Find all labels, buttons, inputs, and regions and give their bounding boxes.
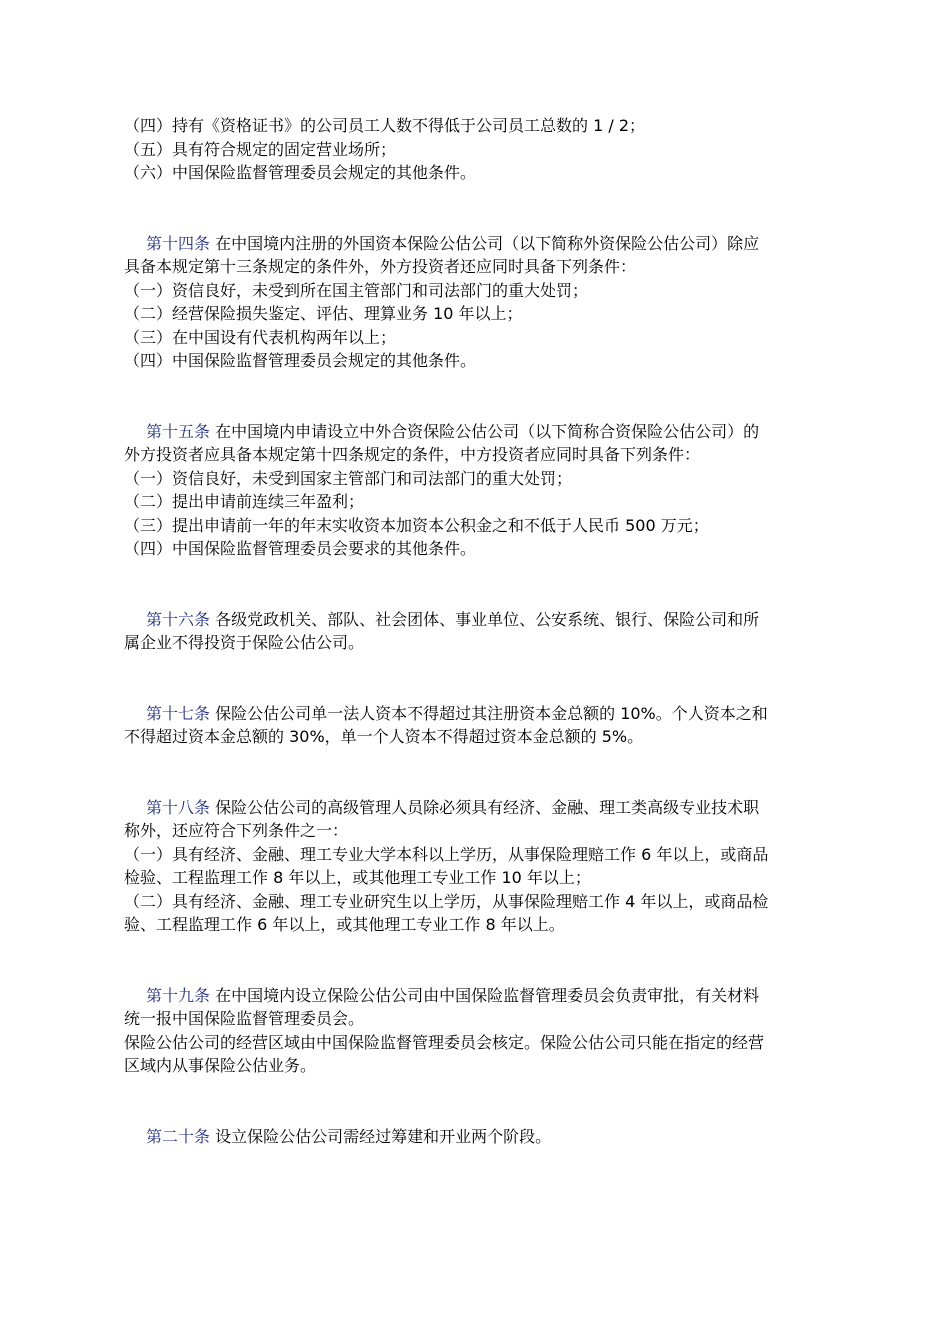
article-line: （四）中国保险监督管理委员会规定的其他条件。 (124, 351, 477, 370)
intro-items (124, 114, 836, 185)
list-item: （五）具有符合规定的固定营业场所； (124, 139, 397, 159)
article-first-line (124, 1125, 836, 1149)
article-6 (124, 984, 836, 1078)
article-line: 具备本规定第十三条规定的条件外，外方投资者还应同时具备下列条件： (124, 257, 637, 276)
article-text: 保险公估公司单一法人资本不得超过其注册资本金总额的 10%。个人资本之和 (210, 703, 768, 723)
article-first-line (124, 232, 836, 256)
document-page (124, 114, 836, 1148)
article-line: 不得超过资本金总额的 30%，单一个人资本不得超过资本金总额的 5%。 (124, 727, 644, 746)
article-7 (124, 1125, 836, 1149)
article-line: （三）在中国设有代表机构两年以上； (124, 327, 397, 347)
article-line: （二）具有经济、金融、理工专业研究生以上学历，从事保险理赔工作 4 年以上，或商品检 (124, 891, 769, 911)
article-2 (124, 420, 836, 561)
articles-container (124, 232, 836, 1149)
article-number: 第十八条 (146, 797, 211, 817)
article-number: 第十五条 (146, 421, 211, 441)
article-5 (124, 796, 836, 937)
article-first-line (124, 796, 836, 820)
article-line: 外方投资者应具备本规定第十四条规定的条件，中方投资者应同时具备下列条件： (124, 445, 701, 464)
article-number: 第十九条 (146, 985, 211, 1005)
article-line: （四）中国保险监督管理委员会要求的其他条件。 (124, 539, 477, 558)
article-line: 区域内从事保险公估业务。 (124, 1056, 317, 1075)
article-first-line (124, 702, 836, 726)
article-line: （二）经营保险损失鉴定、评估、理算业务 10 年以上； (124, 304, 523, 323)
article-line: （三）提出申请前一年的年末实收资本加资本公积金之和不低于人民币 500 万元； (124, 515, 709, 535)
article-number: 第十七条 (146, 703, 211, 723)
article-text: 在中国境内申请设立中外合资保险公估公司（以下简称合资保险公估公司）的 (210, 421, 760, 441)
article-text: 在中国境内注册的外国资本保险公估公司（以下简称外资保险公估公司）除应 (210, 233, 760, 253)
list-item: （六）中国保险监督管理委员会规定的其他条件。 (124, 163, 477, 182)
article-line: 统一报中国保险监督管理委员会。 (124, 1009, 365, 1028)
article-text: 各级党政机关、部队、社会团体、事业单位、公安系统、银行、保险公司和所 (210, 609, 760, 629)
article-line: 验、工程监理工作 6 年以上，或其他理工专业工作 8 年以上。 (124, 915, 565, 934)
article-text: 在中国境内设立保险公估公司由中国保险监督管理委员会负责审批，有关材料 (210, 985, 760, 1005)
article-line: （一）资信良好，未受到所在国主管部门和司法部门的重大处罚； (124, 280, 589, 300)
article-4 (124, 702, 836, 749)
article-text: 保险公估公司的高级管理人员除必须具有经济、金融、理工类高级专业技术职 (210, 797, 760, 817)
article-line: （一）资信良好，未受到国家主管部门和司法部门的重大处罚； (124, 468, 573, 488)
article-number: 第十六条 (146, 609, 211, 629)
article-text: 设立保险公估公司需经过筹建和开业两个阶段。 (210, 1126, 552, 1146)
article-first-line (124, 608, 836, 632)
list-item: （四）持有《资格证书》的公司员工人数不得低于公司员工总数的 1 / 2； (124, 116, 646, 135)
article-first-line (124, 984, 836, 1008)
article-line: 属企业不得投资于保险公估公司。 (124, 633, 365, 652)
article-line: 保险公估公司的经营区域由中国保险监督管理委员会核定。保险公估公司只能在指定的经营 (124, 1032, 765, 1052)
article-1 (124, 232, 836, 373)
article-first-line (124, 420, 836, 444)
article-line: 检验、工程监理工作 8 年以上，或其他理工专业工作 10 年以上； (124, 868, 591, 887)
article-line: 称外，还应符合下列条件之一： (124, 821, 349, 840)
article-3 (124, 608, 836, 655)
article-number: 第十四条 (146, 233, 211, 253)
article-number: 第二十条 (146, 1126, 211, 1146)
article-line: （二）提出申请前连续三年盈利； (124, 492, 365, 511)
article-line: （一）具有经济、金融、理工专业大学本科以上学历，从事保险理赔工作 6 年以上，或商品 (124, 844, 769, 864)
